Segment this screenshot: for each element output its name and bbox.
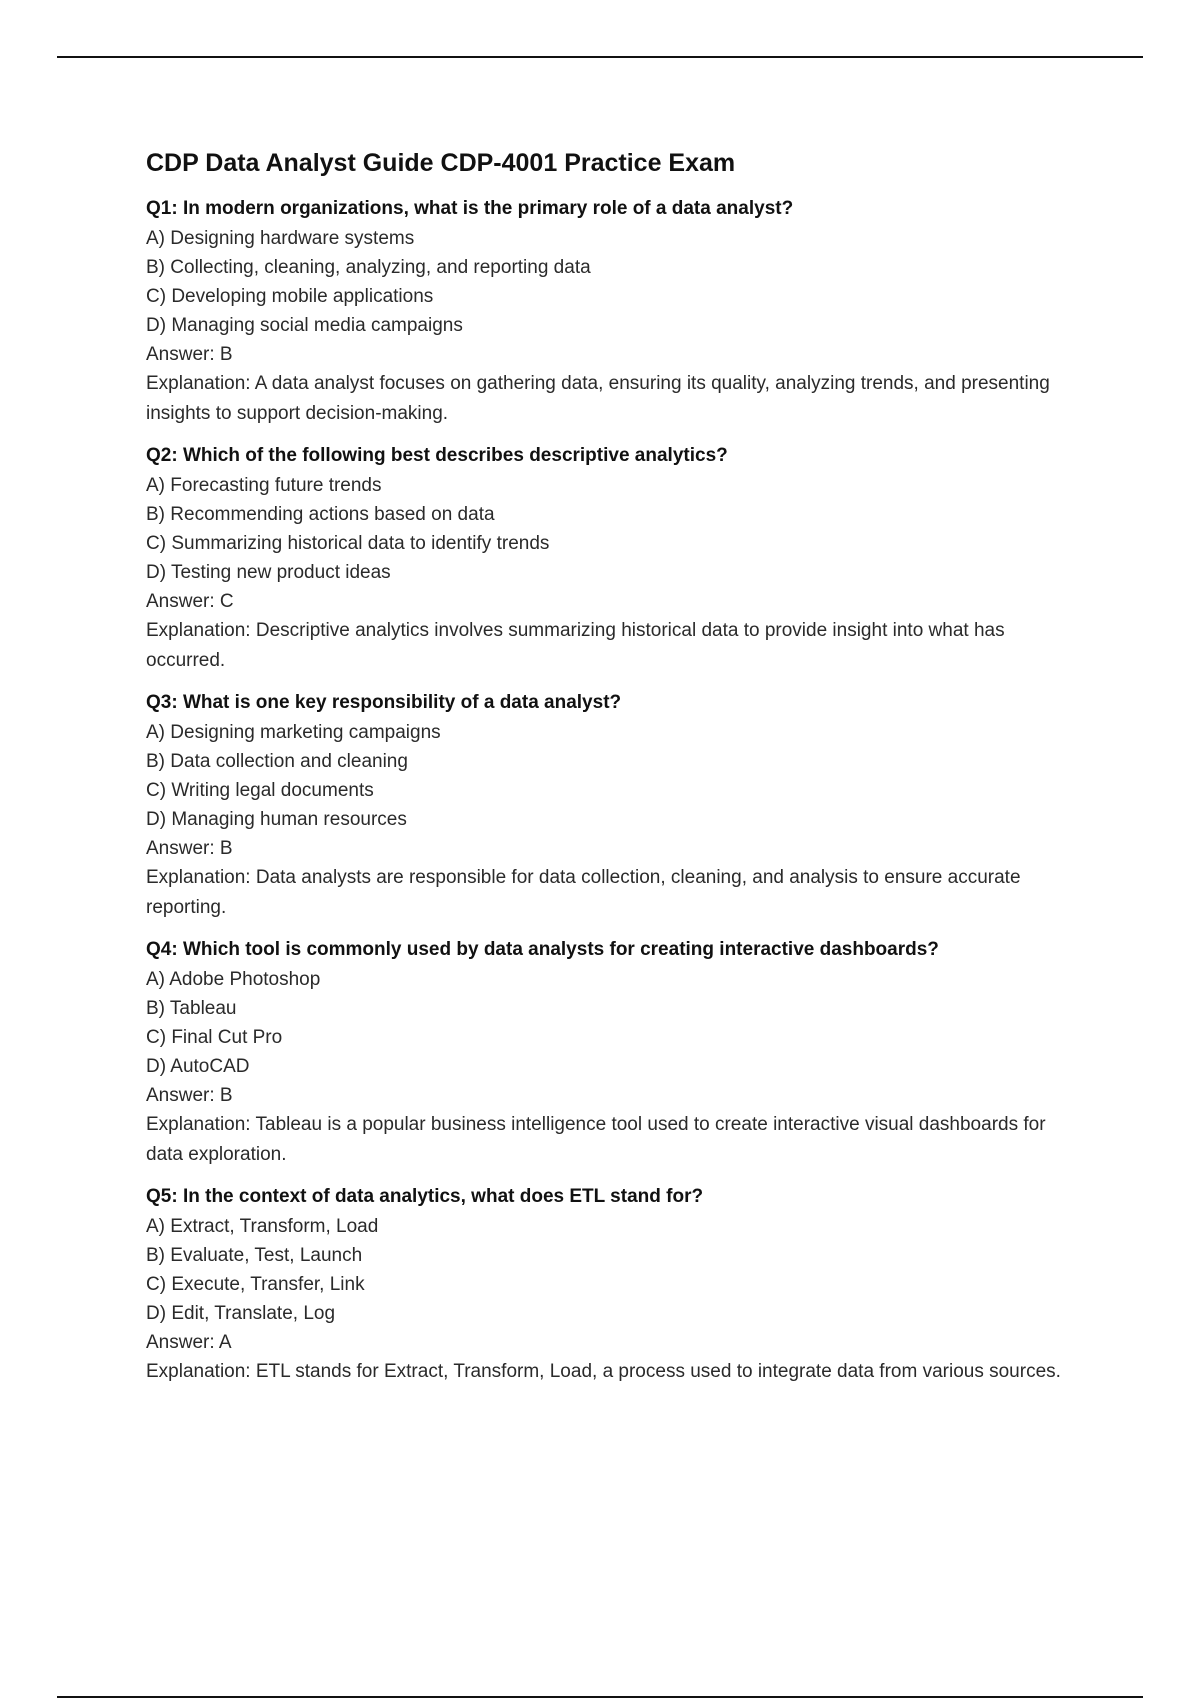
option-c: C) Summarizing historical data to identify trends [146,533,550,554]
explanation-text: Explanation: Data analysts are responsible for data collection, cleaning, and analysis to ensure accurate reporting. [146,867,1021,918]
option-b: B) Collecting, cleaning, analyzing, and reporting data [146,257,591,278]
option-b: B) Evaluate, Test, Launch [146,1245,363,1266]
question-text: Q4: Which tool is commonly used by data analysts for creating interactive dashboards? [146,939,939,960]
option-a: A) Designing marketing campaigns [146,722,441,743]
question-block-2 [146,441,1086,676]
option-c: C) Writing legal documents [146,780,374,801]
footer-divider [57,1696,1143,1698]
option-b: B) Tableau [146,998,237,1019]
page-title: CDP Data Analyst Guide CDP-4001 Practice Exam [146,149,736,177]
option-c: C) Final Cut Pro [146,1027,283,1048]
question-text: Q3: What is one key responsibility of a data analyst? [146,692,622,713]
answer-line: Answer: B [146,344,233,365]
explanation-text: Explanation: A data analyst focuses on gathering data, ensuring its quality, analyzing trends, and presenting insights to support decision-making. [146,373,1050,424]
option-a: A) Forecasting future trends [146,475,382,496]
question-text: Q1: In modern organizations, what is the primary role of a data analyst? [146,198,794,219]
answer-line: Answer: B [146,1085,233,1106]
explanation-text: Explanation: ETL stands for Extract, Transform, Load, a process used to integrate data from various sources. [146,1361,1061,1382]
question-text: Q2: Which of the following best describes descriptive analytics? [146,445,728,466]
answer-line: Answer: C [146,591,234,612]
option-d: D) Edit, Translate, Log [146,1303,336,1324]
question-text: Q5: In the context of data analytics, what does ETL stand for? [146,1186,704,1207]
answer-line: Answer: B [146,838,233,859]
option-a: A) Adobe Photoshop [146,969,321,990]
option-b: B) Recommending actions based on data [146,504,495,525]
answer-line: Answer: A [146,1332,232,1353]
option-d: D) Managing social media campaigns [146,315,463,336]
option-a: A) Extract, Transform, Load [146,1216,379,1237]
question-block-5 [146,1182,1086,1387]
explanation-text: Explanation: Descriptive analytics involves summarizing historical data to provide insight into what has occurred. [146,620,1005,671]
option-b: B) Data collection and cleaning [146,751,408,772]
explanation-text: Explanation: Tableau is a popular business intelligence tool used to create interactive visual dashboards for data exploration. [146,1114,1046,1165]
question-block-1 [146,194,1086,429]
option-d: D) Managing human resources [146,809,407,830]
document-body [146,146,1086,1399]
option-d: D) AutoCAD [146,1056,250,1077]
option-a: A) Designing hardware systems [146,228,415,249]
option-c: C) Developing mobile applications [146,286,434,307]
header-divider [57,56,1143,58]
option-d: D) Testing new product ideas [146,562,391,583]
option-c: C) Execute, Transfer, Link [146,1274,365,1295]
question-block-3 [146,688,1086,923]
question-block-4 [146,935,1086,1170]
